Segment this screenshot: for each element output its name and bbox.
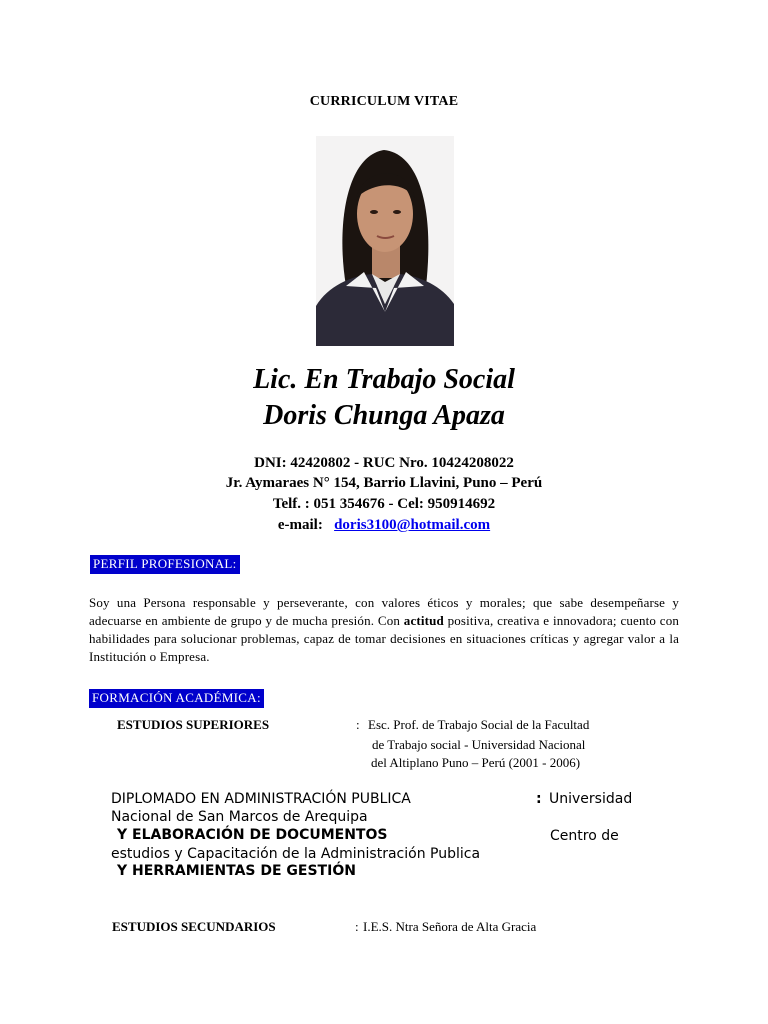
- diploma-separator: :: [536, 791, 542, 807]
- profile-text-start: Soy una Persona responsable y perseverante, con valores éticos y morales; que sabe desempeñarse y adecuarse en ambiente de grupo y de mucha presión. Con: [89, 595, 679, 628]
- email-line: [0, 517, 768, 534]
- diploma-institution-2a: Centro de: [550, 828, 619, 844]
- email-label: e-mail:: [277, 517, 323, 533]
- profile-heading: PERFIL PROFESIONAL:: [90, 555, 240, 574]
- profile-photo: [316, 136, 454, 346]
- diploma-institution-1b: Nacional de San Marcos de Arequipa: [111, 809, 368, 825]
- professional-title: Lic. En Trabajo Social: [253, 364, 515, 395]
- diploma-institution-1a: Universidad: [549, 791, 633, 807]
- profile-text-end: positiva, creativa e innovadora; cuento con habilidades para solucionar problemas, capaz de tomar decisiones en situaciones críticas y agregar valor a la Institución o Empresa.: [89, 613, 679, 664]
- document-title: CURRICULUM VITAE: [309, 94, 459, 109]
- email-link[interactable]: doris3100@hotmail.com: [334, 517, 491, 533]
- diploma-institution-2b: estudios y Capacitación de la Administración Publica: [111, 846, 481, 862]
- higher-education-line2: de Trabajo social - Universidad Nacional: [372, 737, 586, 752]
- secondary-education-separator: :: [355, 919, 359, 934]
- address: Jr. Aymaraes N° 154, Barrio Llavini, Puno – Perú: [225, 475, 543, 491]
- diploma-label-3: Y HERRAMIENTAS DE GESTIÓN: [117, 863, 356, 879]
- profile-text-emphasis: actitud: [403, 613, 444, 628]
- diploma-label-1: DIPLOMADO EN ADMINISTRACIÓN PUBLICA: [111, 791, 411, 807]
- secondary-education-label: ESTUDIOS SECUNDARIOS: [112, 919, 276, 934]
- education-heading: FORMACIÓN ACADÉMICA:: [89, 689, 264, 708]
- secondary-education-value: I.E.S. Ntra Señora de Alta Gracia: [363, 919, 537, 934]
- portrait-image: [316, 136, 454, 346]
- higher-education-line3: del Altiplano Puno – Perú (2001 - 2006): [371, 755, 581, 770]
- higher-education-separator: :: [356, 717, 360, 732]
- profile-text: [89, 594, 679, 666]
- diploma-label-2: Y ELABORACIÓN DE DOCUMENTOS: [117, 827, 388, 843]
- id-numbers: DNI: 42420802 - RUC Nro. 10424208022: [254, 455, 514, 471]
- full-name: Doris Chunga Apaza: [263, 400, 505, 431]
- phone-numbers: Telf. : 051 354676 - Cel: 950914692: [272, 496, 496, 512]
- higher-education-line1: Esc. Prof. de Trabajo Social de la Facultad: [368, 717, 590, 732]
- higher-education-label: ESTUDIOS SUPERIORES: [117, 717, 270, 732]
